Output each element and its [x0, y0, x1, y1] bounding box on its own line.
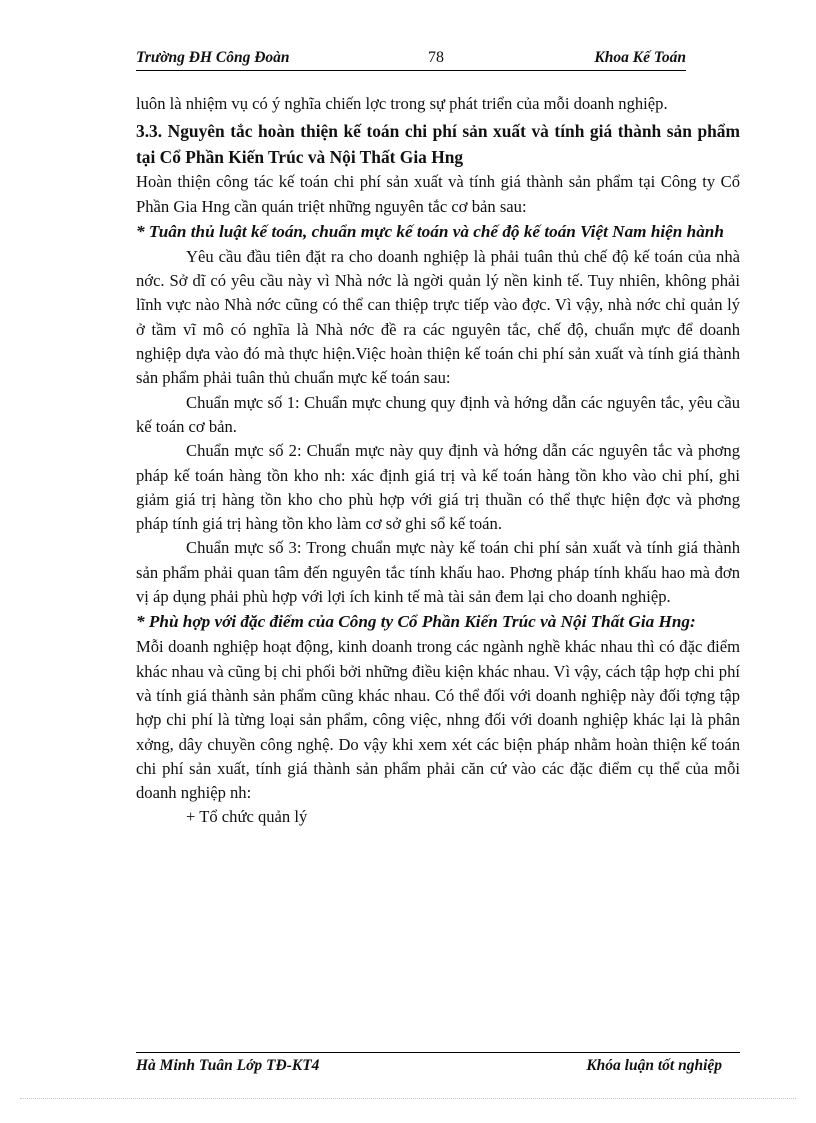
header-rule — [136, 70, 686, 71]
section-heading: 3.3. Nguyên tắc hoàn thiện kế toán chi phí sản xuất và tính giá thành sản phẩm tại Cổ Phần Kiến Trúc và Nội Thất Gia Hng — [136, 121, 740, 168]
header-department: Khoa Kế Toán — [594, 49, 686, 66]
header-page-number: 78 — [428, 49, 444, 66]
paragraph-standard-2: Chuẩn mực số 2: Chuẩn mực này quy định và hớng dẫn các nguyên tắc và phơng pháp kế toán hàng tồn kho nh: xác định giá trị và kế toán hàng tồn kho vào chi phí, ghi giảm giá trị hàng tồn kho cho phù hợp với giá trị thuần có thể thực hiện đợc và phơng pháp tính giá trị hàng tồn kho làm cơ sở ghi sổ kế toán. — [136, 441, 740, 534]
paragraph-overview: Hoàn thiện công tác kế toán chi phí sản xuất và tính giá thành sản phẩm tại Công ty Cổ Phần Gia Hng cần quán triệt những nguyên tắc cơ bản sau: — [136, 172, 740, 216]
list-item-management: + Tổ chức quản lý — [186, 807, 308, 827]
paragraph-standard-3: Chuẩn mực số 3: Trong chuẩn mực này kế toán chi phí sản xuất và tính giá thành sản phẩm phải quan tâm đến nguyên tắc tính khấu hao. Phơng pháp tính khấu hao mà đơn vị áp dụng phải phù hợp với lợi ích kinh tế mà tài sản đem lại cho doanh nghiệp. — [136, 538, 740, 607]
subheading-compliance: * Tuân thủ luật kế toán, chuẩn mực kế toán và chế độ kế toán Việt Nam hiện hành — [136, 221, 724, 241]
paragraph-compliance: Yêu cầu đầu tiên đặt ra cho doanh nghiệp là phải tuân thủ chế độ kế toán của nhà nớc. Sở dĩ có yêu cầu này vì Nhà nớc là ngời quản lý nền kinh tế. Tuy nhiên, không phải lĩnh vực nào Nhà nớc cũng có thể can thiệp trực tiếp vào đợc. Vì vậy, nhà nớc chỉ quản lý ở tầm vĩ mô có nghĩa là Nhà nớc đề ra các nguyên tắc, chế độ, chuẩn mực để doanh nghiệp dựa vào đó mà thực hiện.Việc hoàn thiện kế toán chi phí sản xuất và tính giá thành sản phẩm phải tuân thủ chuẩn mực kế toán sau: — [136, 246, 740, 388]
page-edge-dotted-line — [20, 1098, 796, 1099]
paragraph-company-fit: Mỗi doanh nghiệp hoạt động, kinh doanh trong các ngành nghề khác nhau thì có đặc điểm khác nhau và cũng bị chi phối bởi những điều kiện khác nhau. Vì vậy, cách tập hợp chi phí và tính giá thành sản phẩm cũng khác nhau. Có thể đối với doanh nghiệp này đối tợng tập hợp chi phí là từng loại sản phẩm, công việc, nhng đối với doanh nghiệp khác lại là phân xởng, dây chuyền công nghệ. Do vậy khi xem xét các biện pháp nhằm hoàn thiện kế toán chi phí sản xuất, tính giá thành sản phẩm phải căn cứ vào các đặc điểm cụ thể của mỗi doanh nghiệp nh: — [136, 637, 740, 803]
footer-author: Hà Minh Tuân Lớp TĐ-KT4 — [136, 1057, 320, 1074]
footer-thesis-label: Khóa luận tốt nghiệp — [586, 1057, 722, 1074]
header-school: Trường ĐH Công Đoàn — [136, 49, 290, 66]
subheading-company-fit: * Phù hợp với đặc điểm của Công ty Cổ Phần Kiến Trúc và Nội Thất Gia Hng: — [136, 612, 696, 632]
page-body — [136, 92, 740, 830]
paragraph-intro: luôn là nhiệm vụ có ý nghĩa chiến lợc trong sự phát triển của mỗi doanh nghiệp. — [136, 94, 668, 113]
page-footer — [136, 1055, 722, 1077]
paragraph-standard-1: Chuẩn mực số 1: Chuẩn mực chung quy định và hớng dẫn các nguyên tắc, yêu cầu kế toán cơ bản. — [136, 392, 740, 436]
page-header — [136, 46, 686, 70]
footer-rule — [136, 1052, 740, 1053]
